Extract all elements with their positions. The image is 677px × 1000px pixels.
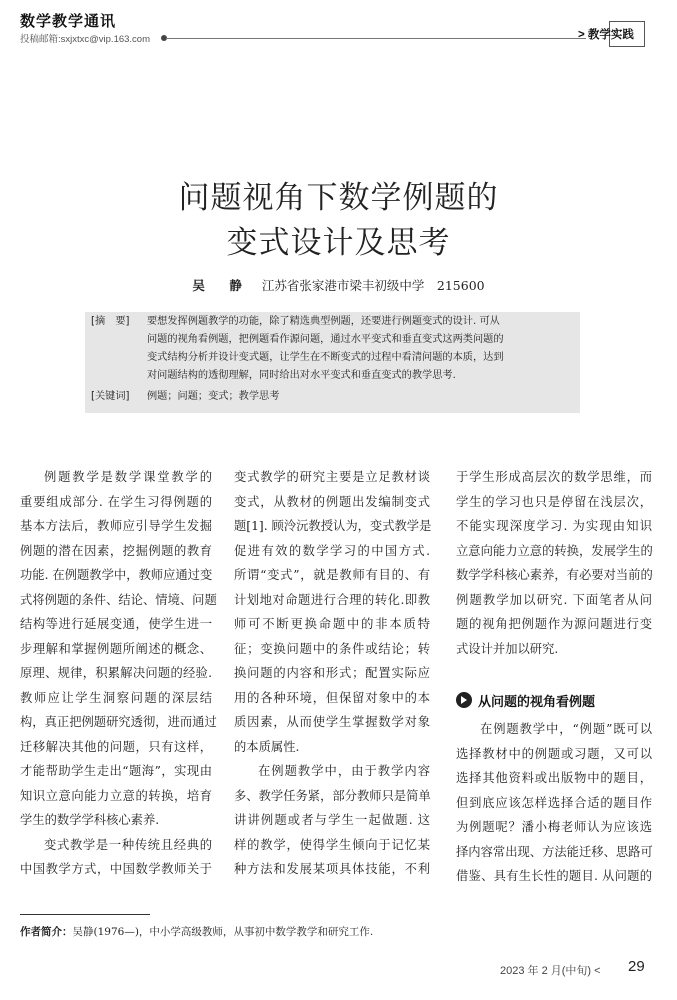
body-line: 在例题教学中，由于教学内容 xyxy=(258,764,430,778)
body-column-3 xyxy=(456,465,652,661)
body-column-1 xyxy=(20,465,217,882)
abstract-line: 问题的视角看例题，把例题看作源问题，通过水平变式和垂直变式这两类问题的 xyxy=(147,334,504,345)
page-number: 29 xyxy=(628,958,645,975)
body-line: 选择其他资料或出版物中的题目， xyxy=(456,771,652,785)
body-line: 构，真正把例题研究透彻，进而通过 xyxy=(20,715,217,729)
body-line: 为例题呢？潘小梅老师认为应该选 xyxy=(456,820,652,834)
body-line: 知识立意向能力立意的转换，培育 xyxy=(20,788,212,803)
body-line: 结构等进行延展变通，使学生进一 xyxy=(20,617,212,631)
body-line: 变式，从教材的例题出发编制变式 xyxy=(234,494,430,509)
body-line: 质因素，从而使学生掌握数学对象 xyxy=(234,715,430,729)
body-line: 中国教学方式，中国数学教师关于 xyxy=(20,862,212,876)
author-line xyxy=(0,276,677,294)
body-line: 步理解和掌握例题所阐述的概念、 xyxy=(20,641,212,656)
body-line: 式设计并加以研究. xyxy=(456,641,559,656)
author-note-text: 吴静(1976—)，中小学高级教师，从事初中数学教学和研究工作. xyxy=(72,926,374,938)
body-line: 不能实现深度学习. 为实现由知识 xyxy=(456,519,652,533)
body-line: 计划地对命题进行合理的转化.即教 xyxy=(234,592,430,607)
body-line: 于学生形成高层次的数学思维，而 xyxy=(456,470,652,484)
body-line: 但到底应该怎样选择合适的题目作 xyxy=(456,795,652,810)
body-line: 种方法和发展某项具体技能，不利 xyxy=(234,862,430,876)
section-tag: > 教学实践 xyxy=(578,29,634,41)
body-line: 多、教学任务紧，部分教师只是简单 xyxy=(234,788,431,803)
abstract-line: 变式结构分析并设计变式题，让学生在不断变式的过程中看清问题的本质，达到 xyxy=(147,352,504,363)
body-line: 师可不断更换命题中的非本质特 xyxy=(234,617,430,631)
keywords: 例题；问题；变式；教学思考 xyxy=(147,391,280,402)
section-heading xyxy=(456,688,595,712)
article-title-line1: 问题视角下数学例题的 xyxy=(178,180,499,216)
body-line: 所谓“变式”，就是教师有目的、有 xyxy=(234,568,430,582)
body-line: 讲讲例题或者与学生一起做题. 这 xyxy=(234,813,430,827)
body-line: 选择教材中的例题或习题，又可以 xyxy=(456,746,652,761)
author-name: 吴 静 xyxy=(192,278,248,293)
body-line: 择内容常出现、方法能迁移、思路可 xyxy=(456,844,653,859)
body-line: 换问题的内容和形式；配置实际应 xyxy=(234,666,430,680)
body-line: 征；变换问题中的条件或结论；转 xyxy=(234,641,430,656)
body-line: 迁移解决其他的问题，只有这样， xyxy=(20,739,212,754)
body-line: 用的各种环境，但保留对象中的本 xyxy=(234,690,430,705)
body-line: 变式教学是一种传统且经典的 xyxy=(44,837,212,852)
body-line: 变式教学的研究主要是立足教材谈 xyxy=(234,470,430,484)
body-line: 学生的数学学科核心素养. xyxy=(20,813,160,827)
body-line: 例题教学加以研究. 下面笔者从问 xyxy=(456,592,652,607)
body-line: 的本质属性. xyxy=(234,739,300,754)
body-column-3-continued xyxy=(456,717,652,889)
abstract-line: 要想发挥例题教学的功能，除了精选典型例题，还要进行例题变式的设计. 可从 xyxy=(147,316,500,327)
body-line: 基本方法后，教师应引导学生发掘 xyxy=(20,519,212,533)
issue-date: 2023 年 2 月(中旬) < xyxy=(500,965,601,977)
body-line: 式将例题的条件、结论、情境、问题 xyxy=(20,592,217,607)
article-title-line2: 变式设计及思考 xyxy=(226,225,451,261)
submission-email: 投稿邮箱:sxjxtxc@vip.163.com xyxy=(20,34,151,45)
body-line: 教师应让学生洞察问题的深层结 xyxy=(20,690,212,705)
body-line: 在例题教学中，“例题”既可以 xyxy=(480,722,652,736)
abstract-line: 对问题结构的透彻理解，同时给出对水平变式和垂直变式的教学思考. xyxy=(147,370,456,381)
journal-name: 数学教学通讯 xyxy=(20,13,117,30)
body-line: 例题教学是数学课堂教学的 xyxy=(44,470,212,484)
body-line: 学生的学习也只是停留在浅层次， xyxy=(456,494,652,509)
body-line: 立意向能力立意的转换，发展学生的 xyxy=(456,543,653,558)
play-circle-icon xyxy=(456,692,472,708)
author-affiliation: 江苏省张家港市梁丰初级中学 215600 xyxy=(261,278,485,293)
section-heading-text: 从问题的视角看例题 xyxy=(478,694,596,710)
body-line: 才能帮助学生走出“题海”，实现由 xyxy=(20,764,212,778)
body-line: 促进有效的数学学习的中国方式. xyxy=(234,543,430,558)
body-line: 功能. 在例题教学中，教师应通过变 xyxy=(20,568,213,582)
abstract-box xyxy=(85,312,580,413)
body-line: 原理、规律，积累解决问题的经验. xyxy=(20,666,212,680)
body-line: 题的视角把例题作为源问题进行变 xyxy=(456,617,652,631)
footnote-rule xyxy=(20,914,150,915)
body-line: 样的教学，使得学生倾向于记忆某 xyxy=(234,837,430,852)
author-note xyxy=(20,924,373,939)
author-note-label: 作者简介： xyxy=(20,926,73,938)
body-line: 题[1]. 顾泠沅教授认为，变式教学是 xyxy=(234,519,432,533)
body-line: 例题的潜在因素，挖掘例题的教育 xyxy=(20,543,212,558)
body-line: 重要组成部分. 在学生习得例题的 xyxy=(20,494,212,509)
header-rule xyxy=(166,38,586,39)
body-column-2 xyxy=(234,465,430,882)
body-line: 数学学科核心素养，有必要对当前的 xyxy=(456,568,653,582)
keywords-label: [关键词] xyxy=(91,391,130,402)
body-line: 借鉴、具有生长性的题目. 从问题的 xyxy=(456,869,652,883)
abstract-label: [摘 要] xyxy=(91,316,130,327)
